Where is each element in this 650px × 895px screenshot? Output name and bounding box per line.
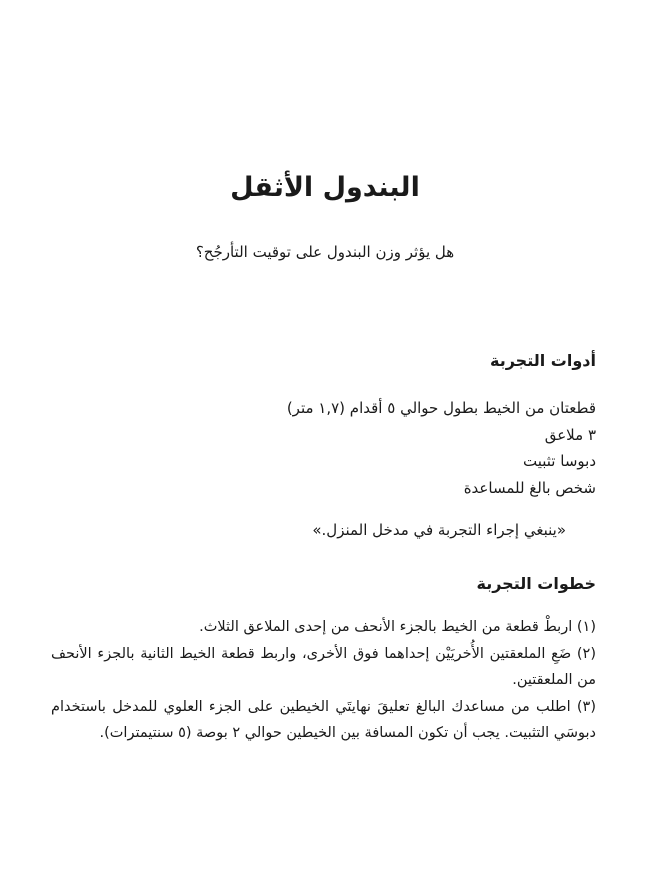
tools-heading: أدوات التجربة <box>490 351 596 370</box>
step-item: (٢) ضَعِ الملعقتين الأُخريَيْن إحداهما فوق الأخرى، واربط قطعة الخيط الثانية بالجزء الأنحف من الملعقتين. <box>51 645 596 688</box>
steps-list <box>51 614 596 747</box>
step-item: (١) اربطْ قطعة من الخيط بالجزء الأنحف من إحدى الملاعق الثلاث. <box>199 619 596 635</box>
tools-list <box>36 395 596 501</box>
page-title: البندول الأثقل <box>230 172 420 203</box>
tool-item: شخص بالغ للمساعدة <box>463 478 596 497</box>
tool-item: قطعتان من الخيط بطول حوالي ٥ أقدام (١,٧ متر) <box>286 399 596 417</box>
tool-item: دبوسا تثبيت <box>523 452 596 470</box>
step-item: (٣) اطلب من مساعدك البالغ تعليقَ نهايتَي الخيطين على الجزء العلوي للمدخل باستخدام دبوسَي التثبيت. يجب أن تكون المسافة بين الخيطين حوالي ٢ بوصة (٥ سنتيمترات). <box>51 698 596 741</box>
experiment-question: هل يؤثر وزن البندول على توقيت التأرجُح؟ <box>195 243 455 261</box>
steps-heading: خطوات التجربة <box>476 574 596 593</box>
location-note: «ينبغي إجراء التجربة في مدخل المنزل.» <box>312 521 566 539</box>
tool-item: ٣ ملاعق <box>544 425 596 444</box>
